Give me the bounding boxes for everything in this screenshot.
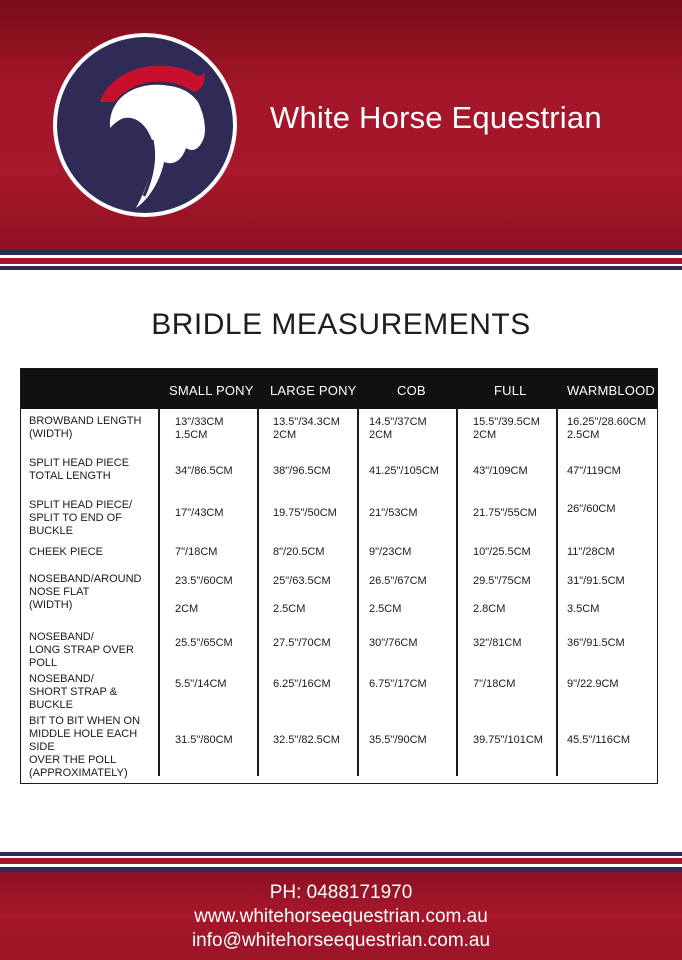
table-cell: 38"/96.5CM — [273, 465, 331, 477]
table-cell: 31.5"/80CM — [175, 734, 233, 746]
table-cell: 32.5"/82.5CM — [273, 734, 340, 746]
table-cell: 47"/119CM — [567, 465, 621, 477]
table-cell: 43"/109CM — [473, 465, 528, 477]
table-cell: 14.5"/37CM 2CM — [369, 416, 427, 441]
table-cell: 21"/53CM — [369, 507, 418, 519]
table-row — [21, 625, 657, 667]
row-label: CHEEK PIECE — [29, 546, 103, 558]
table-row — [21, 667, 657, 709]
table-cell: 9"/22.9CM — [567, 678, 619, 690]
column-header: SMALL PONY — [169, 383, 254, 398]
measurements-table — [20, 368, 658, 784]
table-cell: 31"/91.5CM 3.5CM — [567, 575, 625, 615]
table-cell: 29.5"/75CM 2.8CM — [473, 575, 531, 615]
table-cell: 41.25"/105CM — [369, 465, 439, 477]
column-header: LARGE PONY — [270, 383, 357, 398]
table-cell: 6.75"/17CM — [369, 678, 427, 690]
row-label: BIT TO BIT WHEN ON MIDDLE HOLE EACH SIDE OVER THE POLL (APPROXIMATELY) — [29, 715, 141, 779]
table-cell: 9"/23CM — [369, 546, 412, 558]
brand-name: White Horse Equestrian — [270, 100, 602, 135]
table-row — [21, 409, 657, 451]
table-cell: 6.25"/16CM — [273, 678, 331, 690]
table-cell: 7"/18CM — [175, 546, 218, 558]
divider-stripe — [0, 266, 682, 270]
table-cell: 25.5"/65CM — [175, 637, 233, 649]
table-cell: 11"/28CM — [567, 546, 615, 558]
table-cell: 30"/76CM — [369, 637, 418, 649]
table-cell: 34"/86.5CM — [175, 465, 233, 477]
email-link[interactable]: info@whitehorseequestrian.com.au — [191, 930, 491, 951]
table-header — [21, 369, 657, 409]
table-cell: 36"/91.5CM — [567, 637, 625, 649]
table-cell: 26"/60CM — [567, 503, 616, 515]
table-cell: 13"/33CM 1.5CM — [175, 416, 224, 441]
column-divider — [456, 408, 458, 776]
header-banner — [0, 0, 682, 250]
column-divider — [257, 408, 259, 776]
column-divider — [158, 408, 160, 776]
row-label: BROWBAND LENGTH (WIDTH) — [29, 415, 142, 440]
row-label: NOSEBAND/AROUND NOSE FLAT (WIDTH) — [29, 573, 142, 611]
table-cell: 21.75"/55CM — [473, 507, 537, 519]
row-label: SPLIT HEAD PIECE/ SPLIT TO END OF BUCKLE — [29, 499, 133, 537]
footer-banner — [0, 872, 682, 960]
table-row — [21, 567, 657, 625]
table-cell: 8"/20.5CM — [273, 546, 325, 558]
horse-head-logo-icon — [52, 32, 238, 218]
table-cell: 5.5"/14CM — [175, 678, 227, 690]
table-row — [21, 493, 657, 537]
column-header: FULL — [494, 383, 527, 398]
table-cell: 25"/63.5CM 2.5CM — [273, 575, 331, 615]
table-row — [21, 451, 657, 493]
row-label: NOSEBAND/ LONG STRAP OVER POLL — [29, 631, 134, 669]
table-cell: 7"/18CM — [473, 678, 516, 690]
table-cell: 17"/43CM — [175, 507, 224, 519]
phone-number: PH: 0488171970 — [269, 882, 413, 903]
column-divider — [357, 408, 359, 776]
column-divider — [556, 408, 558, 776]
table-cell: 19.75"/50CM — [273, 507, 337, 519]
table-cell: 10"/25.5CM — [473, 546, 531, 558]
table-cell: 23.5"/60CM 2CM — [175, 575, 233, 615]
table-cell: 26.5"/67CM 2.5CM — [369, 575, 427, 615]
table-cell: 13.5"/34.3CM 2CM — [273, 416, 340, 441]
table-cell: 16.25"/28.60CM 2.5CM — [567, 416, 647, 441]
table-cell: 45.5"/116CM — [567, 734, 631, 746]
table-row — [21, 537, 657, 567]
table-cell: 35.5"/90CM — [369, 734, 427, 746]
table-cell: 27.5"/70CM — [273, 637, 331, 649]
table-cell: 15.5"/39.5CM 2CM — [473, 416, 540, 441]
row-label: SPLIT HEAD PIECE TOTAL LENGTH — [29, 457, 130, 482]
column-header: COB — [397, 383, 426, 398]
table-row — [21, 709, 657, 783]
website-link[interactable]: www.whitehorseequestrian.com.au — [194, 906, 488, 927]
row-label: NOSEBAND/ SHORT STRAP & BUCKLE — [29, 673, 118, 711]
page-title: BRIDLE MEASUREMENTS — [151, 308, 531, 341]
table-cell: 32"/81CM — [473, 637, 522, 649]
table-cell: 39.75"/101CM — [473, 734, 543, 746]
column-header: WARMBLOOD — [567, 383, 655, 398]
